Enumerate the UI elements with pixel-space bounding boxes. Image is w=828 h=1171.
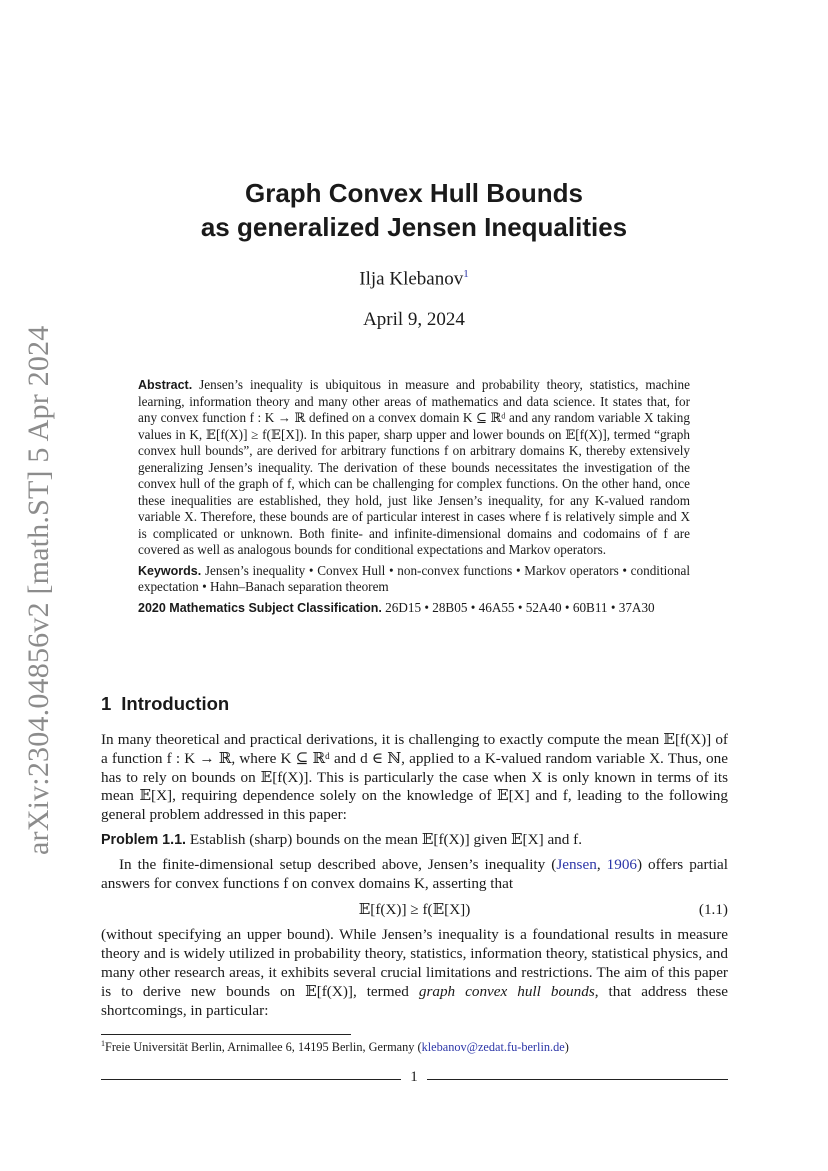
msc-text: 26D15 • 28B05 • 46A55 • 52A40 • 60B11 • 37A30 <box>385 599 655 615</box>
keywords-paragraph <box>138 563 690 596</box>
footnote-mark: 1 <box>101 1039 105 1048</box>
para2-before: In the finite-dimensional setup described above, Jensen’s inequality ( <box>119 855 557 873</box>
paper-title <box>0 176 828 244</box>
para3-after: , that address these shortcomings, in particular: <box>101 982 728 1019</box>
title-line-1: Graph Convex Hull Bounds <box>244 178 584 208</box>
title-line-2: as generalized Jensen Inequalities <box>200 212 628 242</box>
footer-rule-left <box>101 1079 401 1080</box>
footnote-close: ) <box>564 1040 569 1055</box>
footnote-text: Freie Universität Berlin, Arnimallee 6, 14195 Berlin, Germany ( <box>105 1040 422 1055</box>
footnote-rule <box>101 1034 351 1035</box>
citation-link-year[interactable]: 1906 <box>606 855 637 873</box>
abstract-text: Jensen’s inequality is ubiquitous in measure and probability theory, statistics, machine learning, information theory and many other areas of mathematics and data science. It states that, for any convex function f : K → ℝ defined on a convex domain K ⊆ ℝᵈ and any random variable X taking values in K, 𝔼[f(X)] ≥ f(𝔼[X]). In this paper, sharp upper and lower bounds on 𝔼[f(X)], termed “graph convex hull bounds”, are derived for arbitrary functions f on arbitrary domains K, thereby extensively generalizing Jensen’s inequality. The derivation of these bounds necessitates the investigation of the convex hull of the graph of f, which can be challenging for complex functions. On the other hand, once these inequalities are established, they hold, just like Jensen’s inequality, for any K-valued random variable X. Therefore, these bounds are of particular interest in cases where f is relatively simple and X is complicated or unknown. Both finite- and infinite-dimensional domains and codomains of f are covered as well as analogous bounds for conditional expectations and Markov operators. <box>138 377 691 557</box>
problem-statement <box>101 831 728 850</box>
abstract-paragraph <box>138 377 690 559</box>
para3-text: (without specifying an upper bound). While Jensen’s inequality is a foundational results in measure theory and is widely utilized in probability theory, statistics, information theory, statistical physics, and many other research areas, it exhibits several crucial limitations and restrictions. The aim of this paper is to derive new bounds on 𝔼[f(X)], termed <box>101 926 728 1000</box>
para2-after: ) offers partial answers for convex functions f on convex domains K, asserting that <box>101 855 729 892</box>
author-line <box>0 268 828 290</box>
author-footnote-mark[interactable]: 1 <box>463 268 469 280</box>
abstract-label: Abstract. <box>138 378 193 392</box>
author-name: Ilja Klebanov <box>359 268 464 290</box>
citation-link-author[interactable]: Jensen <box>556 855 597 873</box>
equation-number: (1.1) <box>698 901 728 919</box>
citation-separator: , <box>596 855 607 873</box>
problem-text: Establish (sharp) bounds on the mean 𝔼[f(X)] given 𝔼[X] and f. <box>189 830 583 848</box>
display-equation <box>101 897 728 924</box>
intro-paragraph: In many theoretical and practical derivations, it is challenging to exactly compute the mean 𝔼[f(X)] of a function f : K → ℝ, where K ⊆ ℝᵈ and d ∈ ℕ, applied to a K-valued random variable X. Thus, one has to rely on bounds on 𝔼[f(X)]. This is particularly the case when X is only known in terms of its mean 𝔼[X], requiring dependence solely on the knowledge of 𝔼[X] and f, leading to the following general problem addressed in this paper: <box>101 731 728 824</box>
section-number: 1 <box>101 693 112 714</box>
footnote <box>101 1039 741 1055</box>
section-heading <box>101 693 229 715</box>
msc-paragraph <box>138 600 690 617</box>
body-text <box>101 731 728 1020</box>
msc-label: 2020 Mathematics Subject Classification. <box>138 600 382 615</box>
problem-label: Problem 1.1. <box>101 831 187 848</box>
page-number: 1 <box>410 1069 418 1085</box>
paper-date: April 9, 2024 <box>363 309 465 330</box>
equation-expression: 𝔼[f(X)] ≥ f(𝔼[X]) <box>358 901 471 919</box>
keywords-text: Jensen’s inequality • Convex Hull • non-convex functions • Markov operators • conditional expectation • Hahn–Banach separation theorem <box>138 562 690 594</box>
abstract-block <box>138 377 690 616</box>
para3-emphasis: graph convex hull bounds <box>418 982 595 1000</box>
footnote-email-link[interactable]: klebanov@zedat.fu-berlin.de <box>421 1040 565 1055</box>
jensen-paragraph <box>101 856 728 894</box>
footer-rule-right <box>427 1079 728 1080</box>
keywords-label: Keywords. <box>138 563 202 578</box>
arxiv-identifier-stamp: arXiv:2304.04856v2 [math.ST] 5 Apr 2024 <box>22 325 55 855</box>
aim-paragraph <box>101 926 728 1020</box>
section-title: Introduction <box>121 693 230 714</box>
